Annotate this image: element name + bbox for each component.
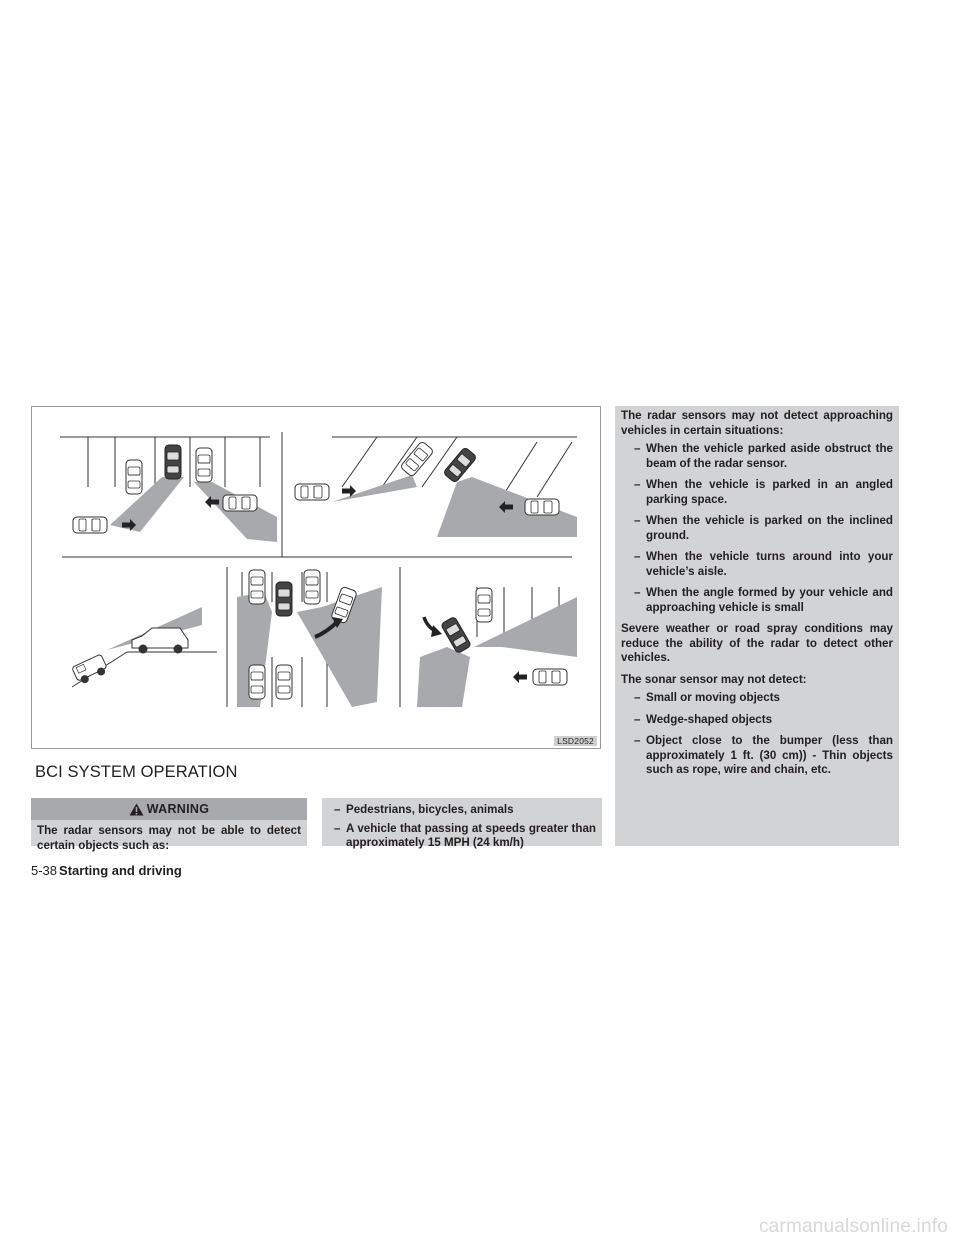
illustration-figure <box>31 406 601 749</box>
warning-label: WARNING <box>146 802 210 816</box>
section-title: BCI SYSTEM OPERATION <box>35 763 238 781</box>
footer-section: Starting and driving <box>59 863 182 878</box>
warning-intro: The radar sensors may not be able to detect certain objects such as: <box>37 824 301 852</box>
panel-angled-parking <box>295 437 577 537</box>
warning-triangle-icon <box>129 803 144 816</box>
radar-scenarios-illustration <box>32 407 600 748</box>
warning-header <box>31 798 307 820</box>
list-item: – A vehicle that passing at speeds greater than approximately 15 MPH (24 km/h) <box>334 821 596 849</box>
watermark: carmanualsonline.info <box>758 1216 948 1237</box>
weather-note: Severe weather or road spray conditions may reduce the ability of the radar to detect other vehicles. <box>621 622 893 664</box>
sonar-intro: The sonar sensor may not detect: <box>621 672 807 686</box>
list-item: – Wedge-shaped objects <box>634 712 773 726</box>
list-item: – When the vehicle parked aside obstruct the beam of the radar sensor. <box>634 442 893 470</box>
warning-box <box>31 798 307 852</box>
list-item: – When the vehicle turns around into your vehicle’s aisle. <box>634 550 893 578</box>
panel-turn-into-aisle <box>237 570 382 707</box>
list-item: – Object close to the bumper (less than approximately 1 ft. (30 cm)) - Thin objects such as rope, wire and chain, etc. <box>634 734 893 776</box>
panel-parked-aside <box>60 437 277 542</box>
warning-column-3 <box>615 406 899 846</box>
radar-intro: The radar sensors may not detect approaching vehicles in certain situations: <box>621 409 893 437</box>
warning-column-2 <box>322 798 602 849</box>
list-item: – When the vehicle is parked in an angled parking space. <box>634 478 893 506</box>
list-item: – When the angle formed by your vehicle and approaching vehicle is small <box>634 586 893 614</box>
panel-small-angle <box>417 587 577 707</box>
list-item: – Small or moving objects <box>634 691 781 704</box>
list-item: – When the vehicle is parked on the inclined ground. <box>634 514 893 542</box>
page-footer <box>31 863 182 878</box>
list-item: – Pedestrians, bicycles, animals <box>334 803 514 816</box>
panel-inclined-ground <box>72 607 217 687</box>
figure-code: LSD2052 <box>554 736 597 746</box>
page-number: 5-38 <box>31 863 58 878</box>
